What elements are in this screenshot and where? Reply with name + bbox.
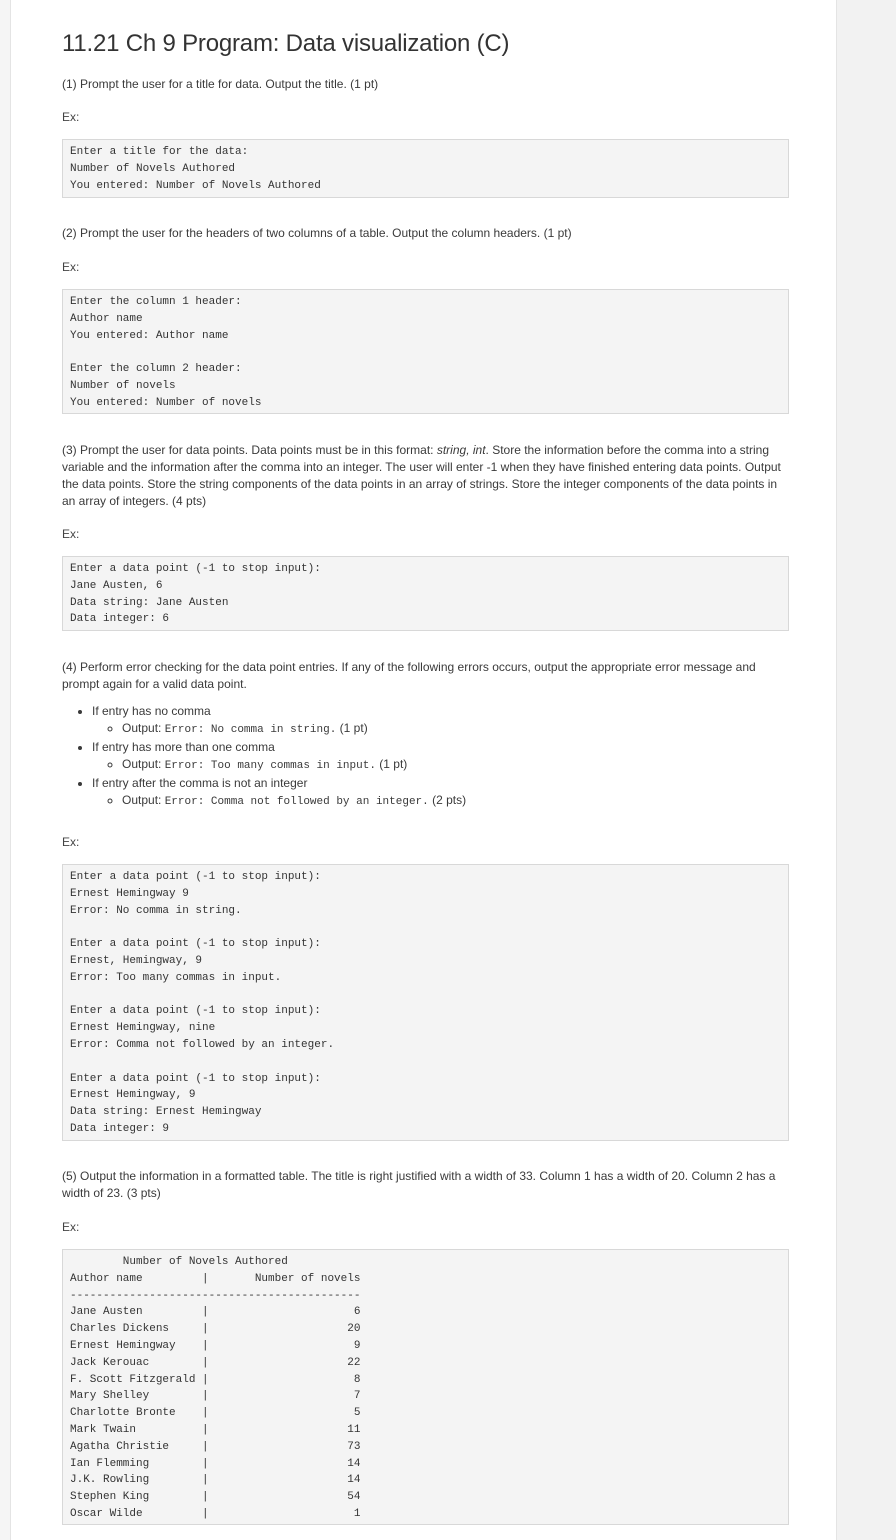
step-3-code-block: Enter a data point (-1 to stop input): Jane Austen, 6 Data string: Jane Austen Data integer: 6: [62, 556, 789, 631]
step-1-ex-label: Ex:: [62, 110, 80, 124]
page-panel: [10, 0, 837, 1540]
step-5-text: (5) Output the information in a formatted table. The title is right justified with a width of 33. Column 1 has a width of 20. Column 2 has a width of 23. (3 pts): [62, 1169, 776, 1200]
error-item: [92, 739, 792, 775]
error-points: (2 pts): [428, 793, 467, 807]
step-1-code-block: Enter a title for the data: Number of Novels Authored You entered: Number of Novels Authored: [62, 139, 789, 198]
output-prefix: Output:: [122, 757, 165, 771]
error-message: Error: No comma in string.: [164, 724, 337, 736]
error-output: [122, 720, 792, 739]
error-points: (1 pt): [336, 721, 368, 735]
error-condition: If entry after the comma is not an integer: [92, 776, 308, 790]
step-3-text-after: . Store the information before the comma into a string variable and the information after the comma into an integer. The user will enter -1 when they have finished entering data points. Output the data points. Store the string components of the data points in an array of strings. Store the integer components of the data points in an array of integers. (4 pts): [62, 443, 781, 508]
step-4-ex-label: Ex:: [62, 835, 80, 849]
step-3-text: [62, 442, 789, 510]
step-3-ex-label: Ex:: [62, 527, 80, 541]
step-3-format: string, int: [436, 443, 486, 457]
error-list: [62, 703, 792, 811]
step-2-text: (2) Prompt the user for the headers of two columns of a table. Output the column headers. (1 pt): [62, 226, 572, 240]
scrollbar-track[interactable]: [837, 0, 896, 1540]
error-condition: If entry has more than one comma: [92, 740, 275, 754]
error-item: [92, 703, 792, 739]
error-condition: If entry has no comma: [92, 704, 211, 718]
step-4-text: (4) Perform error checking for the data point entries. If any of the following errors occurs, output the appropriate error message and prompt again for a valid data point.: [62, 660, 756, 691]
step-5-ex-label: Ex:: [62, 1220, 80, 1234]
output-prefix: Output:: [122, 793, 165, 807]
step-4-code-block: Enter a data point (-1 to stop input): Ernest Hemingway 9 Error: No comma in string. Enter a data point (-1 to stop input): Ernest, Hemingway, 9 Error: Too many commas in input. Enter a data point (-1 to stop input): Ernest Hemingway, nine Error: Comma not followed by an integer. Enter a data point (-1 to stop input): Ernest Hemingway, 9 Data string: Ernest Hemingway Data integer: 9: [62, 864, 789, 1141]
error-message: Error: Comma not followed by an integer.: [164, 796, 429, 808]
step-3-text-before: (3) Prompt the user for data points. Data points must be in this format:: [62, 443, 437, 457]
step-2-code-block: Enter the column 1 header: Author name You entered: Author name Enter the column 2 header: Number of novels You entered: Number of novels: [62, 289, 789, 414]
error-message: Error: Too many commas in input.: [164, 760, 376, 772]
step-5-code-block: Number of Novels Authored Author name | Number of novels -------------------------------------------- Jane Austen | 6 Charles Dickens | 20 Ernest Hemingway | 9 Jack Kerouac | 22 F. Scott Fitzgerald | 8 Mary Shelley | 7 Charlotte Bronte | 5 Mark Twain | 11 Agatha Christie | 73 Ian Flemming | 14 J.K. Rowling | 14 Stephen King | 54 Oscar Wilde | 1: [62, 1249, 789, 1525]
error-points: (1 pt): [375, 757, 408, 771]
error-output: [122, 792, 792, 811]
error-output: [122, 756, 792, 775]
output-prefix: Output:: [122, 721, 165, 735]
error-item: [92, 775, 792, 811]
step-2-ex-label: Ex:: [62, 260, 80, 274]
step-1-text: (1) Prompt the user for a title for data. Output the title. (1 pt): [62, 77, 379, 91]
page-title: 11.21 Ch 9 Program: Data visualization (C): [62, 30, 510, 57]
